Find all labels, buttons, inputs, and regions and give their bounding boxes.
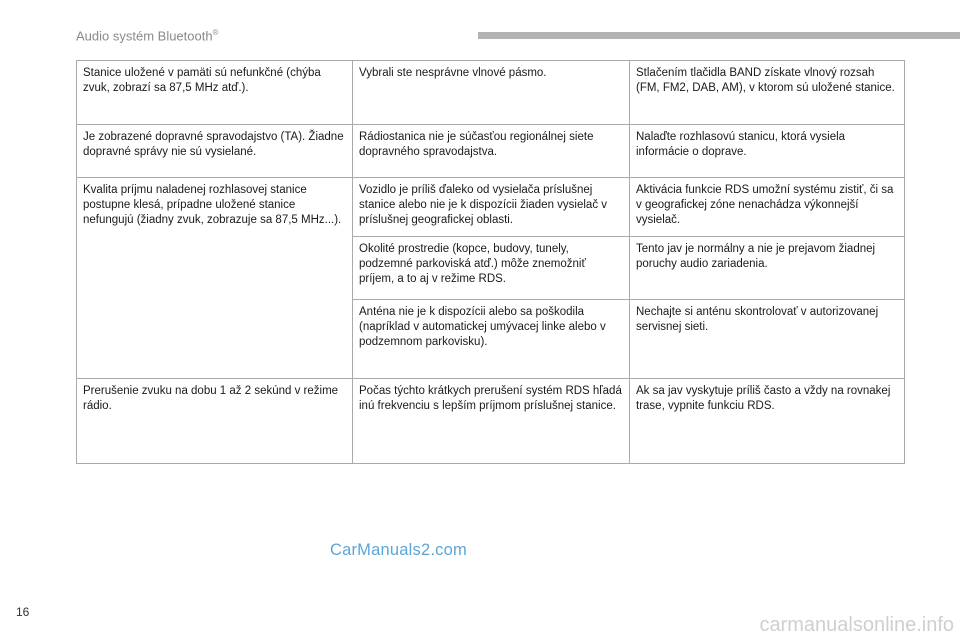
solution-cell: Tento jav je normálny a nie je prejavom žiadnej poruchy audio zariadenia.: [630, 237, 905, 300]
cause-cell: Rádiostanica nie je súčasťou regionálnej siete dopravného spravodajstva.: [353, 125, 630, 178]
page-header-title: [76, 28, 218, 43]
header-title-text: Audio systém Bluetooth: [76, 28, 213, 44]
cause-cell: Vozidlo je príliš ďaleko od vysielača príslušnej stanice alebo nie je k dispozícii žiaden vysielač v príslušnej geografickej oblasti.: [353, 178, 630, 237]
cause-cell: Okolité prostredie (kopce, budovy, tunely, podzemné parkoviská atď.) môže znemožniť príjem, a to aj v režime RDS.: [353, 237, 630, 300]
registered-mark: ®: [212, 28, 219, 37]
cause-cell: Počas týchto krátkych prerušení systém RDS hľadá inú frekvenciu s lepším príjmom príslušnej stanice.: [353, 379, 630, 464]
footer-watermark: carmanualsonline.info: [759, 614, 954, 636]
table-row: [77, 379, 905, 464]
table-row: [77, 178, 905, 237]
troubleshooting-table: [76, 60, 905, 464]
cause-cell: Vybrali ste nesprávne vlnové pásmo.: [353, 61, 630, 125]
table-row: [77, 125, 905, 178]
solution-cell: Ak sa jav vyskytuje príliš často a vždy na rovnakej trase, vypnite funkciu RDS.: [630, 379, 905, 464]
page-number: 16: [16, 605, 30, 619]
header-bar: [478, 32, 960, 39]
solution-cell: Stlačením tlačidla BAND získate vlnový rozsah (FM, FM2, DAB, AM), v ktorom sú uložené stanice.: [630, 61, 905, 125]
solution-cell: Nalaďte rozhlasovú stanicu, ktorá vysiela informácie o doprave.: [630, 125, 905, 178]
problem-cell: Stanice uložené v pamäti sú nefunkčné (chýba zvuk, zobrazí sa 87,5 MHz atď.).: [77, 61, 353, 125]
solution-cell: Aktivácia funkcie RDS umožní systému zistiť, či sa v geografickej zóne nenachádza výkonnejší vysielač.: [630, 178, 905, 237]
problem-cell: Prerušenie zvuku na dobu 1 až 2 sekúnd v režime rádio.: [77, 379, 353, 464]
solution-cell: Nechajte si anténu skontrolovať v autorizovanej servisnej sieti.: [630, 300, 905, 379]
cause-cell: Anténa nie je k dispozícii alebo sa poškodila (napríklad v automatickej umývacej linke alebo v podzemnom parkovisku).: [353, 300, 630, 379]
problem-cell: Kvalita príjmu naladenej rozhlasovej stanice postupne klesá, prípadne uložené stanice nefungujú (žiadny zvuk, zobrazuje sa 87,5 MHz...).: [77, 178, 353, 379]
problem-cell: Je zobrazené dopravné spravodajstvo (TA). Žiadne dopravné správy nie sú vysielané.: [77, 125, 353, 178]
table-row: [77, 61, 905, 125]
watermark-link[interactable]: CarManuals2.com: [330, 541, 467, 559]
